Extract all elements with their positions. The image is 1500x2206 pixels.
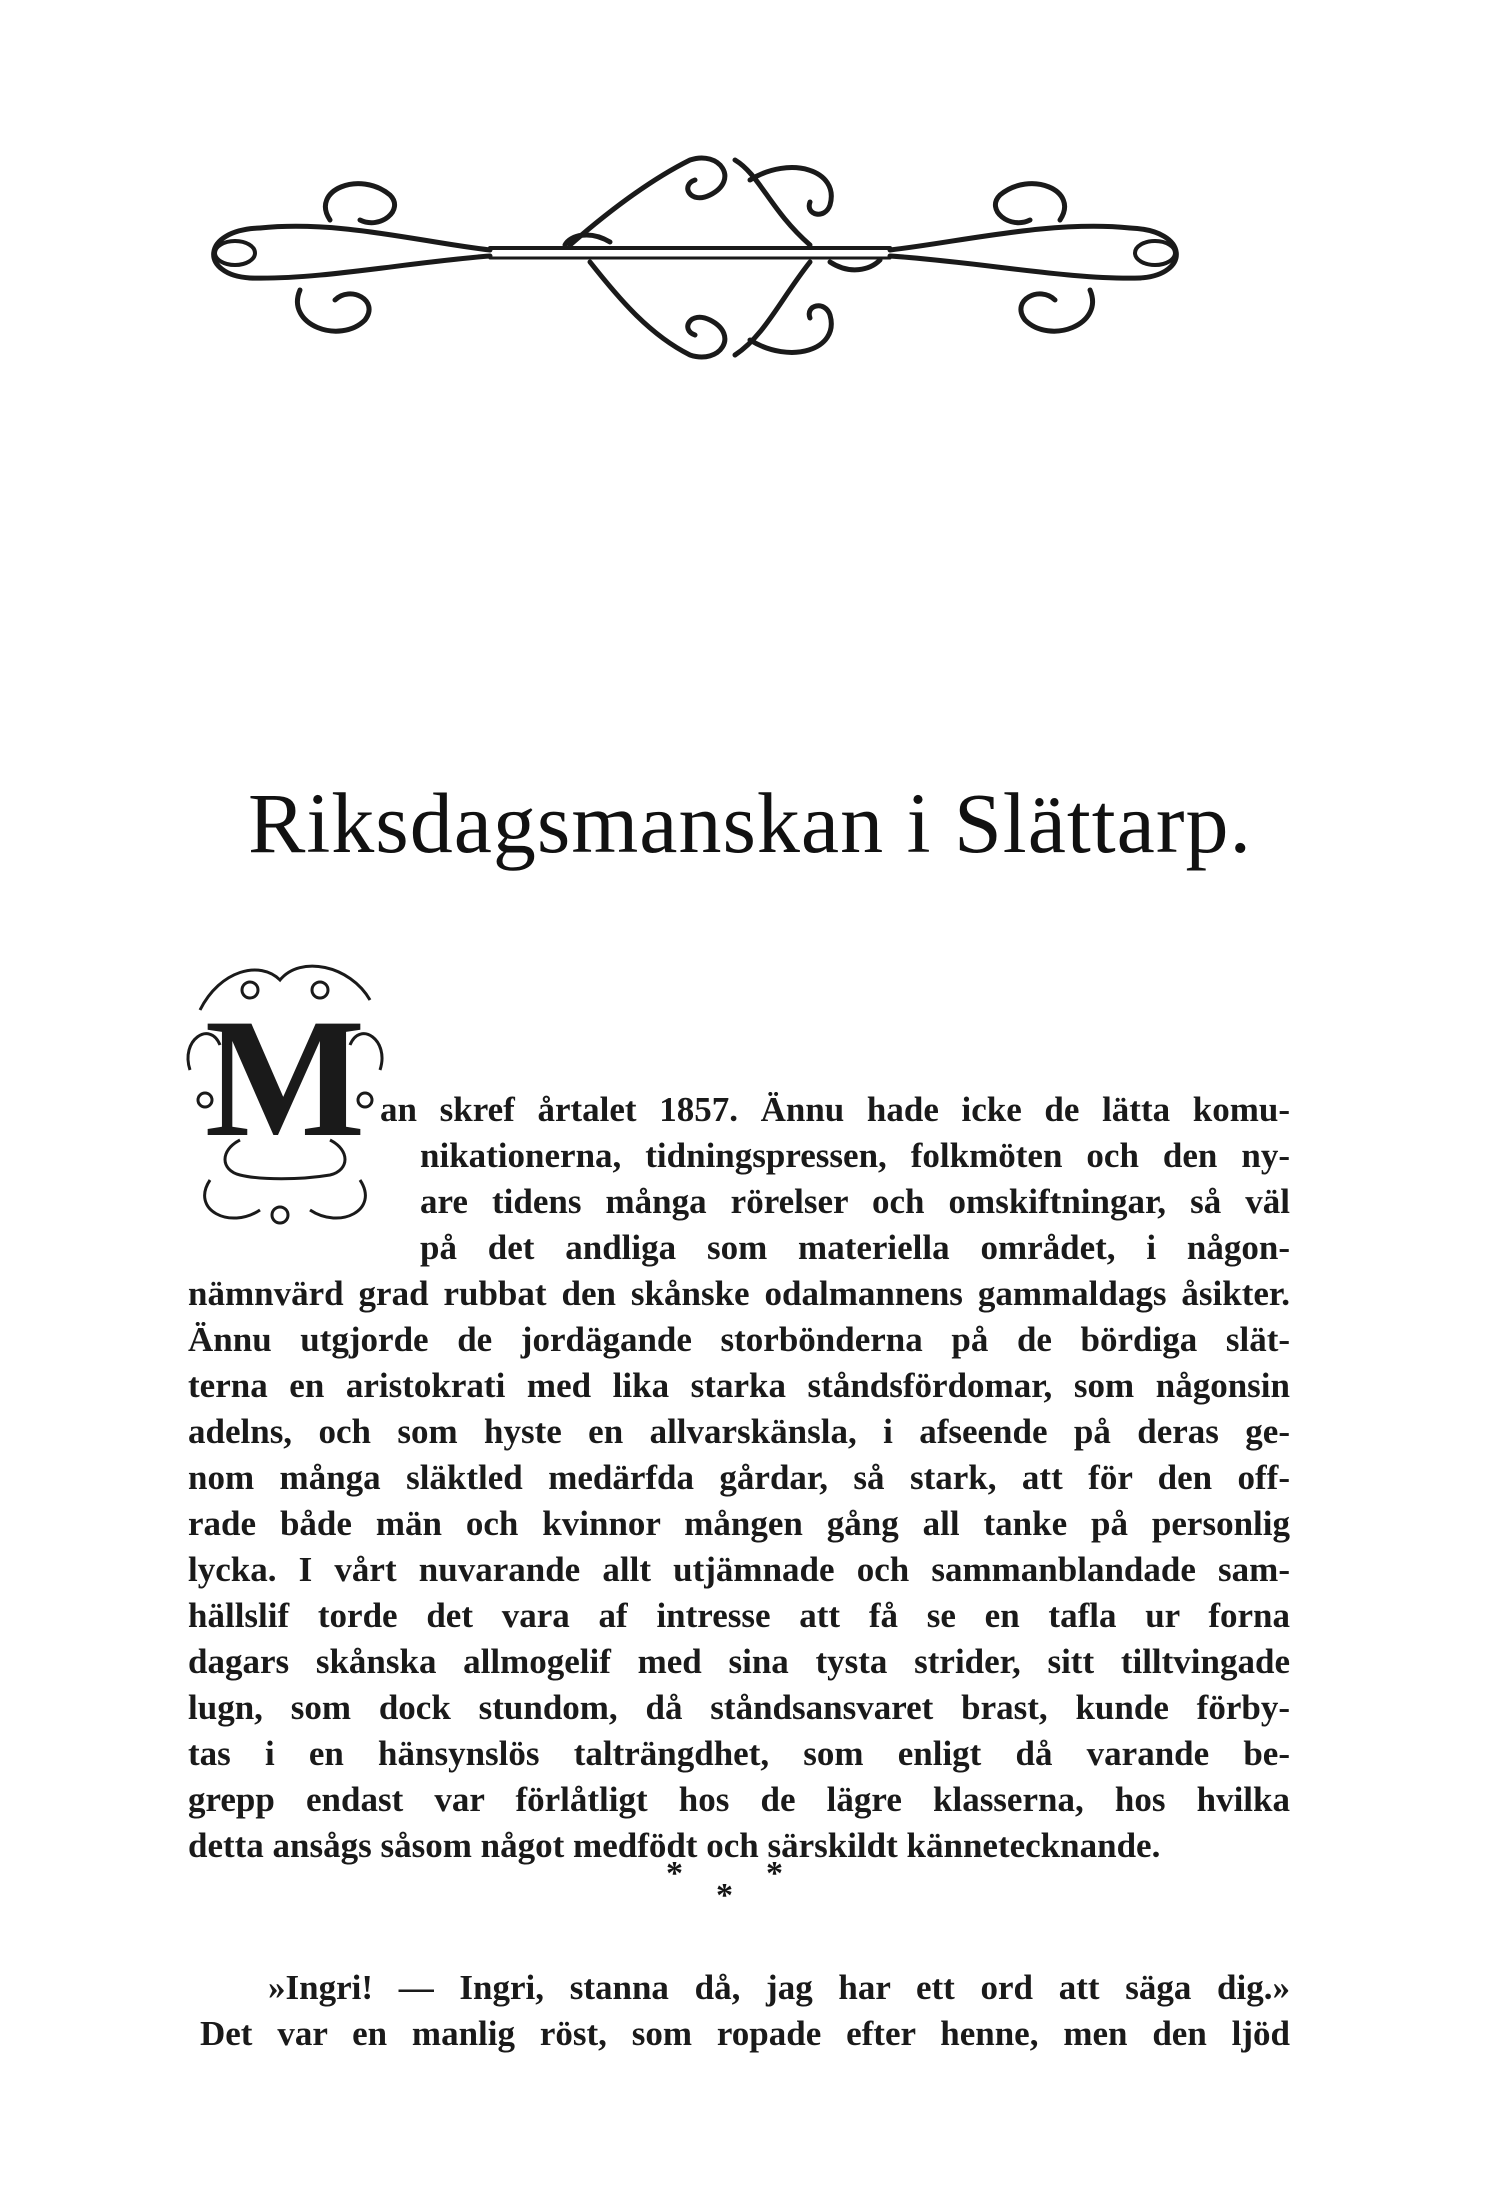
text-line: dagars skånska allmogelif med sina tysta strider, sitt tilltvingade bbox=[188, 1644, 1290, 1681]
text-line: grepp endast var förlåtligt hos de lägre klasserna, hos hvilka bbox=[188, 1782, 1290, 1819]
text-line: Det var en manlig röst, som ropade efter henne, men den ljöd bbox=[200, 2016, 1290, 2053]
text-line: nikationerna, tidningspressen, folkmöten och den ny- bbox=[420, 1138, 1290, 1175]
separator-star: * bbox=[666, 1855, 683, 1892]
section-separator bbox=[0, 1855, 1500, 1915]
text-line: detta ansågs såsom något medfödt och särskildt kännetecknande. bbox=[188, 1828, 1161, 1865]
page-title: Riksdagsmanskan i Slättarp. bbox=[248, 775, 1252, 871]
text-line: terna en aristokrati med lika starka ståndsfördomar, som någonsin bbox=[188, 1368, 1290, 1405]
text-line: lugn, som dock stundom, då ståndsansvaret brast, kunde förby- bbox=[188, 1690, 1290, 1727]
decorated-initial-letter bbox=[180, 950, 390, 1240]
text-line: nom många släktled medärfda gårdar, så stark, att för den off- bbox=[188, 1460, 1290, 1497]
text-line: hällslif torde det vara af intresse att få se en tafla ur forna bbox=[188, 1598, 1290, 1635]
text-line: adelns, och som hyste en allvarskänsla, i afseende på deras ge- bbox=[188, 1414, 1290, 1451]
text-line: lycka. I vårt nuvarande allt utjämnade och sammanblandade sam- bbox=[188, 1552, 1290, 1589]
text-line: rade både män och kvinnor mången gång all tanke på personlig bbox=[188, 1506, 1290, 1543]
text-line: »Ingri! — Ingri, stanna då, jag har ett ord att säga dig.» bbox=[268, 1970, 1290, 2007]
text-line: Ännu utgjorde de jordägande storbönderna på de bördiga slät- bbox=[188, 1322, 1290, 1359]
initial-letter-glyph: M bbox=[204, 984, 366, 1172]
separator-star: * bbox=[766, 1855, 783, 1892]
text-line: an skref årtalet 1857. Ännu hade icke de lätta komu- bbox=[380, 1092, 1290, 1129]
text-line: på det andliga som materiella området, i någon- bbox=[420, 1230, 1290, 1267]
text-line: are tidens många rörelser och omskiftningar, så väl bbox=[420, 1184, 1290, 1221]
separator-star: * bbox=[716, 1877, 733, 1914]
decorative-ornament-header bbox=[190, 150, 1220, 370]
text-line: nämnvärd grad rubbat den skånske odalmannens gammaldags åsikter. bbox=[188, 1276, 1290, 1313]
text-line: tas i en hänsynslös talträngdhet, som enligt då varande be- bbox=[188, 1736, 1290, 1773]
